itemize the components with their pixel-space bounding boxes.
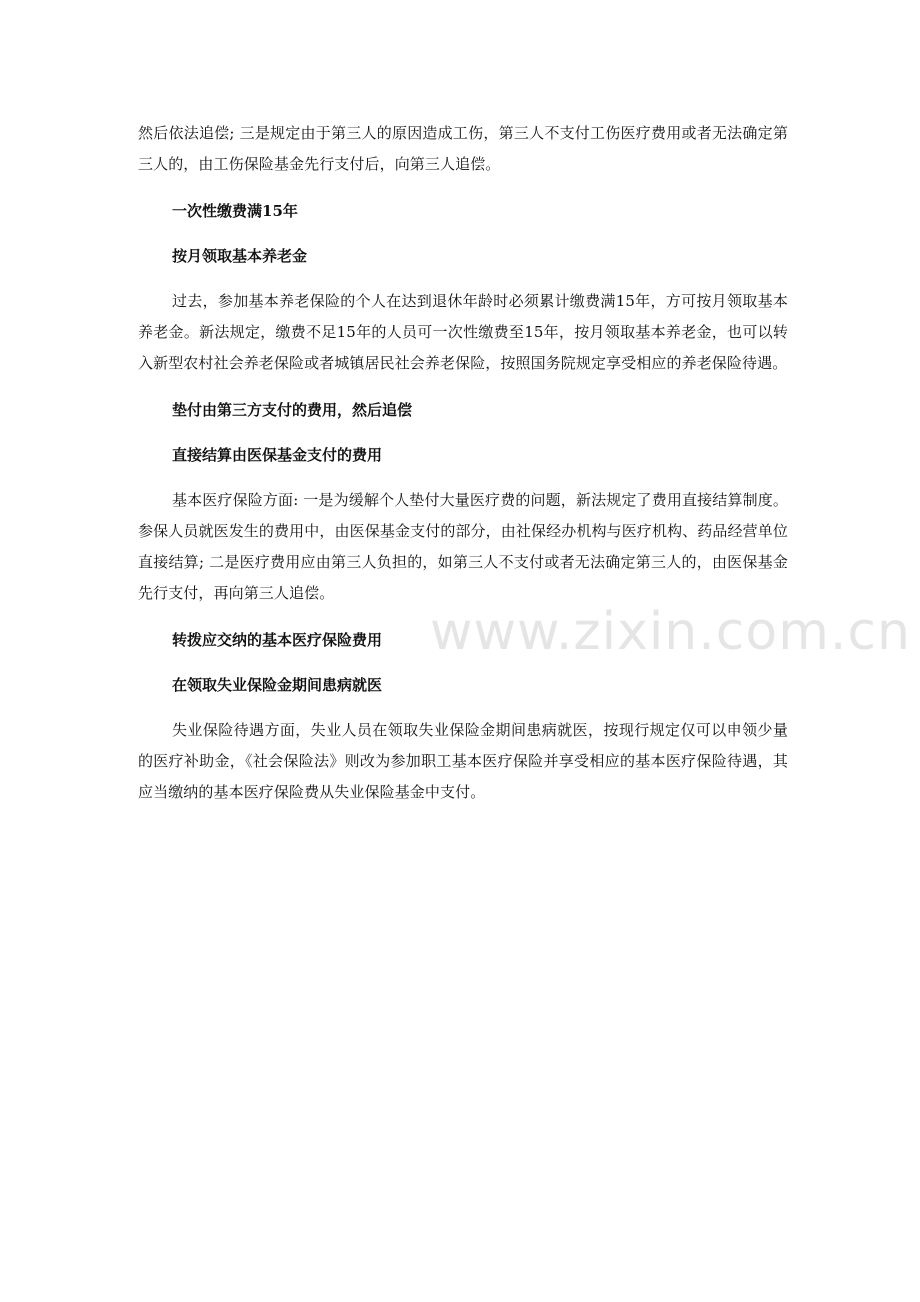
heading-transfer-fees: 转拨应交纳的基本医疗保险费用 bbox=[172, 631, 383, 649]
heading-unemployment-medical: 在领取失业保险金期间患病就医 bbox=[172, 676, 383, 694]
paragraph-unemployment: 失业保险待遇方面，失业人员在领取失业保险金期间患病就医，按现行规定仅可以申领少量的医疗补助金，《社会保险法》则改为参加职工基本医疗保险并享受相应的基本医疗保险待遇，其应当缴纳的基本医疗保险费从失业保险基金中支付。 bbox=[138, 721, 788, 801]
watermark: www.zixin.com.cn bbox=[430, 602, 911, 662]
paragraph-continuation: 然后依法追偿; 三是规定由于第三人的原因造成工伤，第三人不支付工伤医疗费用或者无法确定第三人的，由工伤保险基金先行支付后，向第三人追偿。 bbox=[138, 124, 788, 173]
heading-direct-settlement: 直接结算由医保基金支付的费用 bbox=[172, 446, 383, 464]
heading-lump-sum-payment: 一次性缴费满15年 bbox=[172, 202, 298, 220]
paragraph-pension: 过去，参加基本养老保险的个人在达到退休年龄时必须累计缴费满15年，方可按月领取基本养老金。新法规定，缴费不足15年的人员可一次性缴费至15年，按月领取基本养老金，也可以转入新型农村社会养老保险或者城镇居民社会养老保险，按照国务院规定享受相应的养老保险待遇。 bbox=[138, 292, 788, 372]
document-body bbox=[138, 118, 788, 808]
heading-monthly-pension: 按月领取基本养老金 bbox=[172, 247, 308, 265]
paragraph-medical-insurance: 基本医疗保险方面: 一是为缓解个人垫付大量医疗费的问题，新法规定了费用直接结算制度。参保人员就医发生的费用中，由医保基金支付的部分，由社保经办机构与医疗机构、药品经营单位直接结算; 二是医疗费用应由第三人负担的，如第三人不支付或者无法确定第三人的，由医保基金先行支付，再向第三人追偿。 bbox=[138, 491, 788, 602]
heading-advance-payment: 垫付由第三方支付的费用，然后追偿 bbox=[172, 401, 413, 419]
